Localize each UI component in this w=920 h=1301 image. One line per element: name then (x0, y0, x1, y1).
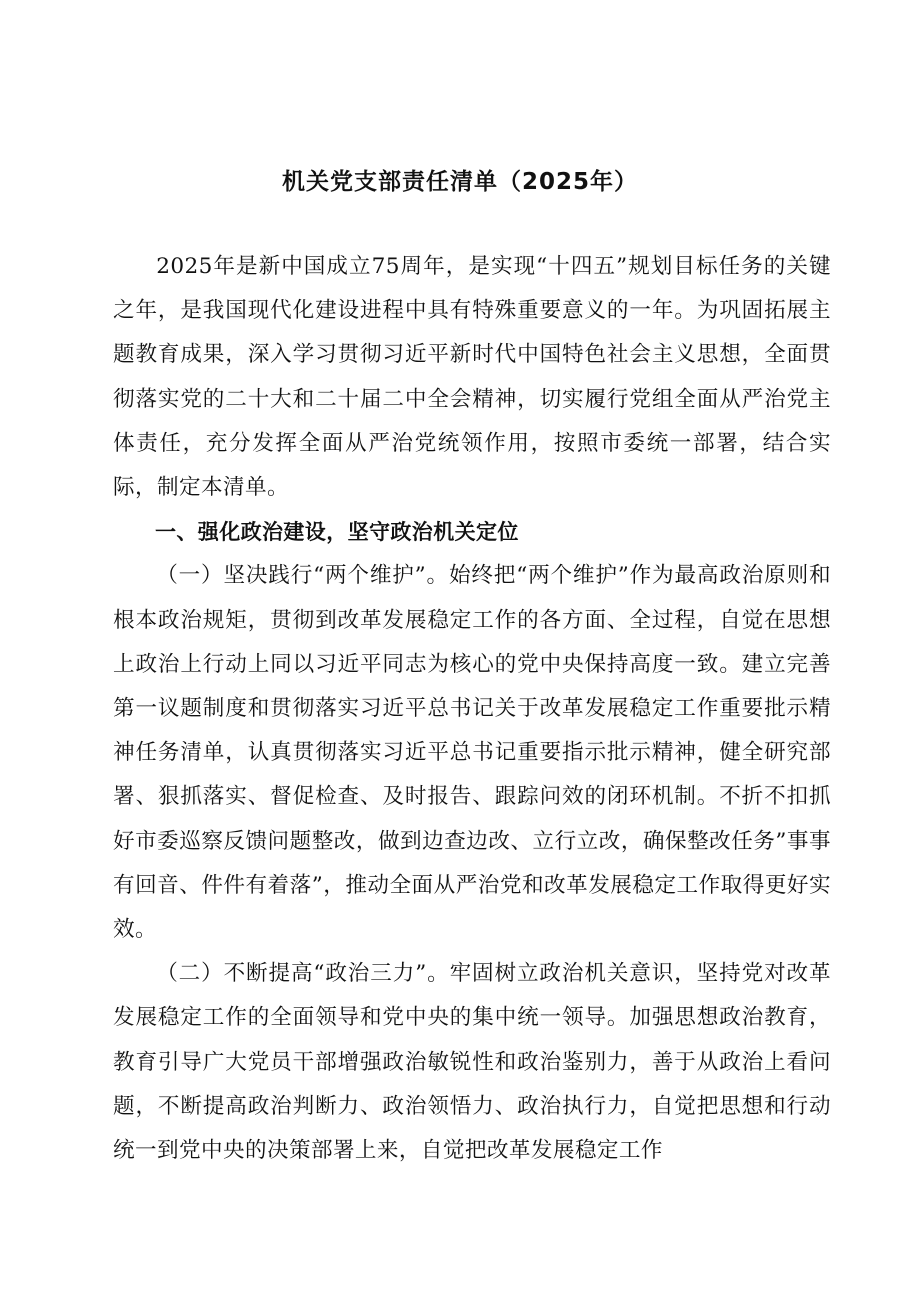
document-body (113, 245, 831, 1173)
section-item-2: （二）不断提高“政治三力”。牢固树立政治机关意识，坚持党对改革发展稳定工作的全面领导和党中央的集中统一领导。加强思想政治教育，教育引导广大党员干部增强政治敏锐性和政治鉴别力，善于从政治上看问题，不断提高政治判断力、政治领悟力、政治执行力，自觉把思想和行动统一到党中央的决策部署上来，自觉把改革发展稳定工作 (113, 961, 831, 1164)
section-item-1: （一）坚决践行“两个维护”。始终把“两个维护”作为最高政治原则和根本政治规矩，贯彻到改革发展稳定工作的各方面、全过程，自觉在思想上政治上行动上同以习近平同志为核心的党中央保持高度一致。建立完善第一议题制度和贯彻落实习近平总书记关于改革发展稳定工作重要批示精神任务清单，认真贯彻落实习近平总书记重要指示批示精神，健全研究部署、狠抓落实、督促检查、及时报告、跟踪问效的闭环机制。不折不扣抓好市委巡察反馈问题整改，做到边查边改、立行立改，确保整改任务”事事有回音、件件有着落”，推动全面从严治党和改革发展稳定工作取得更好实效。 (113, 563, 831, 943)
section-heading: 一、强化政治建设，坚守政治机关定位 (155, 520, 519, 545)
document-title: 机关党支部责任清单（2025年） (281, 169, 638, 195)
intro-paragraph: 2025年是新中国成立75周年，是实现“十四五”规划目标任务的关键之年，是我国现代化建设进程中具有特殊重要意义的一年。为巩固拓展主题教育成果，深入学习贯彻习近平新时代中国特色社会主义思想，全面贯彻落实党的二十大和二十届二中全会精神，切实履行党组全面从严治党主体责任，充分发挥全面从严治党统领作用，按照市委统一部署，结合实际，制定本清单。 (113, 254, 831, 501)
